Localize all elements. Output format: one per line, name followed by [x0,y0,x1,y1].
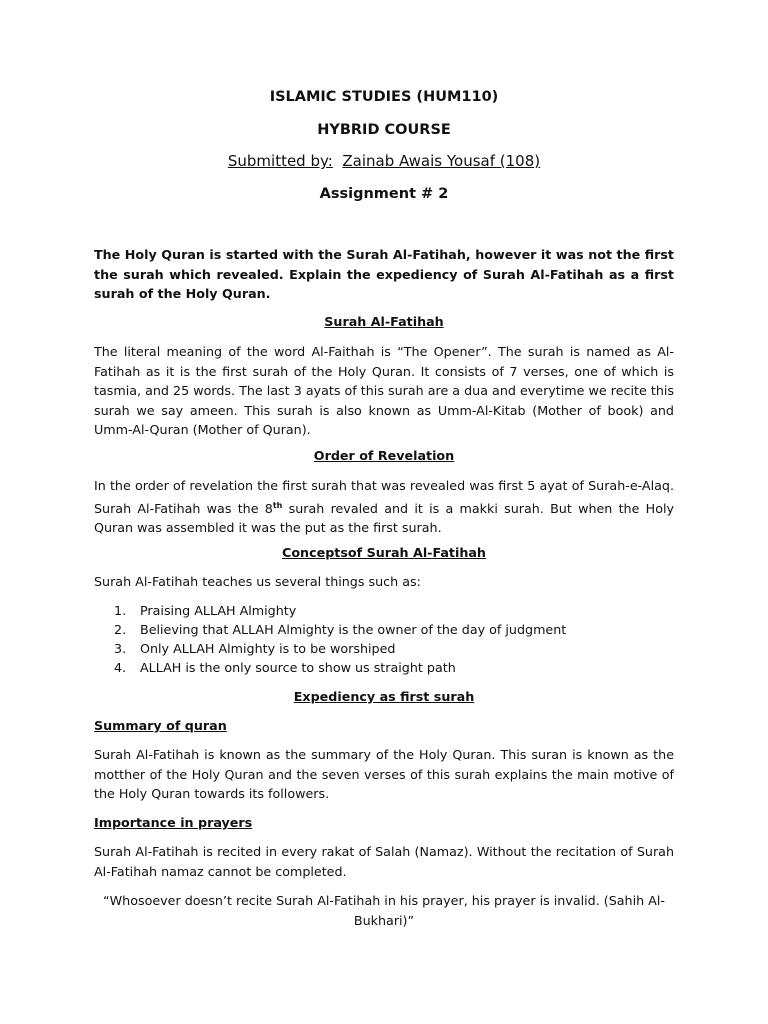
order-text [94,476,674,538]
list-text: Only ALLAH Almighty is to be worshiped [140,641,396,656]
prayers-heading: Importance in prayers [94,815,253,830]
list-item [94,620,674,639]
order-superscript: th [272,500,283,510]
list-number: 2. [114,622,127,637]
course-title: ISLAMIC STUDIES (HUM110) [269,89,499,105]
assignment-title: Assignment # 2 [319,186,449,202]
summary-text: Surah Al-Fatihah is known as the summary of the Holy Quran. This suran is known as the motther of the Holy Quran and the seven verses of this surah explains the main motive of the Holy Quran towards its followers. [94,747,674,801]
list-item [94,639,674,658]
expediency-heading: Expediency as first surah [293,689,475,704]
list-number: 3. [114,641,127,656]
concepts-intro: Surah Al-Fatihah teaches us several things such as: [94,574,421,589]
list-item [94,601,674,620]
summary-heading: Summary of quran [94,718,227,733]
list-text: Believing that ALLAH Almighty is the owner of the day of judgment [140,622,567,637]
order-text-before: In the order of revelation the first surah that was revealed was first 5 ayat of Surah-e-Alaq. Surah Al-Fatihah was the 8 [94,478,674,516]
hadith-quote: “Whosoever doesn’t recite Surah Al-Fatihah in his prayer, his prayer is invalid. (Sahih Al-Bukhari)” [103,893,665,928]
submitted-name: Zainab Awais Yousaf (108) [342,152,541,170]
order-heading: Order of Revelation [313,448,455,463]
list-number: 4. [114,660,127,675]
concepts-list [94,601,674,677]
prayers-text: Surah Al-Fatihah is recited in every rakat of Salah (Namaz). Without the recitation of Surah Al-Fatihah namaz cannot be completed. [94,844,674,879]
surah-heading: Surah Al-Fatihah [324,314,444,329]
list-item [94,658,674,677]
list-text: ALLAH is the only source to show us straight path [140,660,456,675]
course-type: HYBRID COURSE [317,122,451,138]
surah-text: The literal meaning of the word Al-Faithah is “The Opener”. The surah is named as Al-Fatihah as it is the first surah of the Holy Quran. It consists of 7 verses, one of which is tasmia, and 25 words. The last 3 ayats of this surah are a dua and everytime we recite this surah we say ameen. This surah is also known as Umm-Al-Kitab (Mother of book) and Umm-Al-Quran (Mother of Quran). [94,344,674,437]
concepts-heading: Conceptsof Surah Al-Fatihah [282,545,486,560]
submitted-by-line [94,152,674,170]
order-text-after: surah revaled and it is a makki surah. But when the Holy Quran was assembled it was the put as the first surah. [94,500,674,536]
list-text: Praising ALLAH Almighty [140,603,297,618]
question-text: The Holy Quran is started with the Surah Al-Fatihah, however it was not the first the surah which revealed. Explain the expediency of Surah Al-Fatihah as a first surah of the Holy Quran. [94,247,674,301]
list-number: 1. [114,603,127,618]
submitted-label: Submitted by: [227,152,333,170]
